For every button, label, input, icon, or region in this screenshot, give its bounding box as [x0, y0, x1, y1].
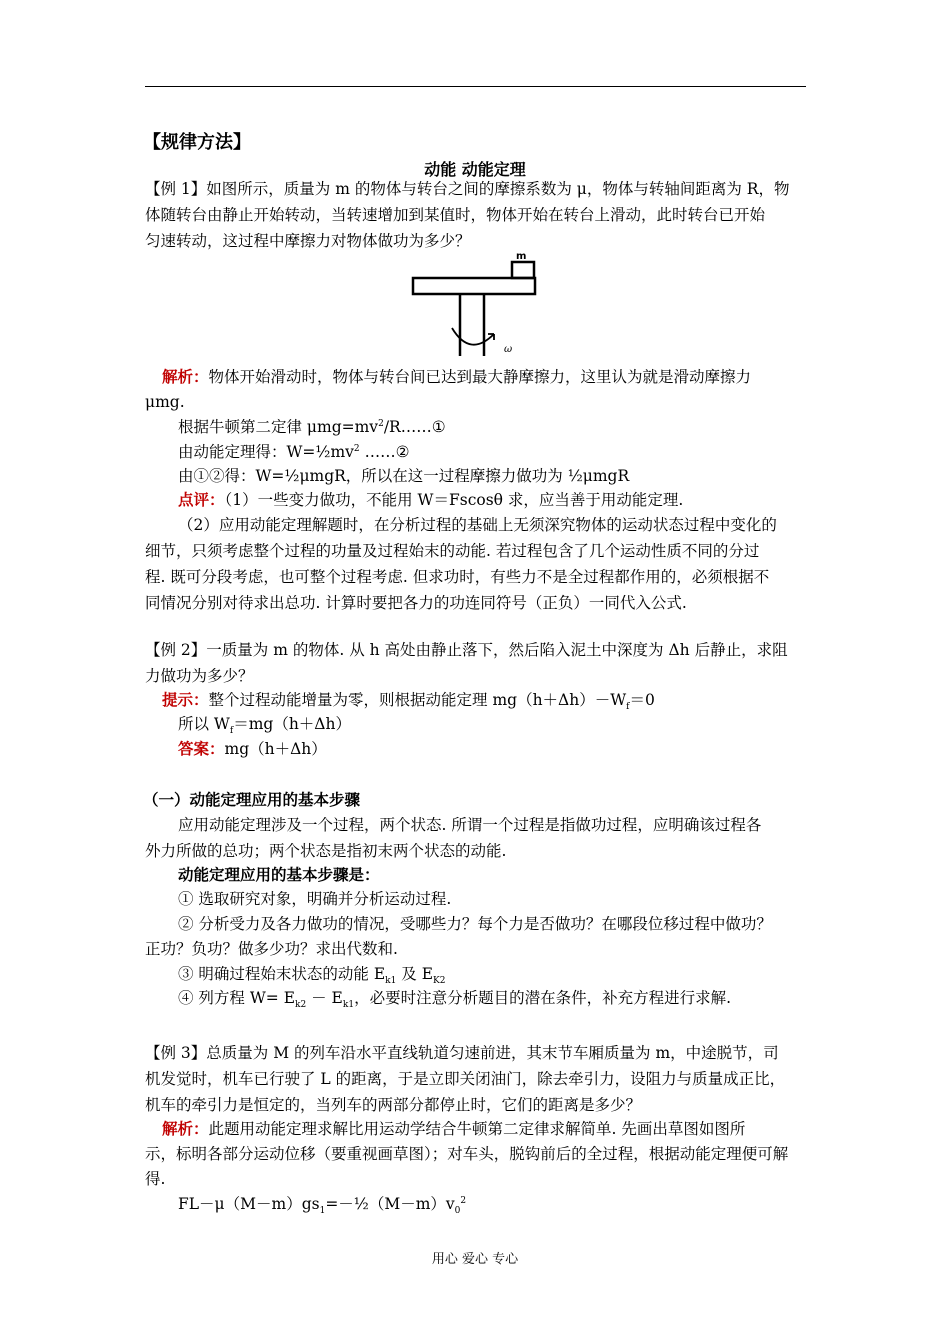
omega-label: ω — [504, 344, 513, 355]
ex2-question-line2: 力做功为多少？ — [145, 667, 254, 685]
ex3-analysis-line1: 解析：此题用动能定理求解比用运动学结合牛顿第二定律求解简单. 先画出草图如图所 — [162, 1119, 746, 1138]
comment-label: 点评： — [178, 490, 225, 509]
ex2-hint: 提示：整个过程动能增量为零，则根据动能定理 $mg(h+\Delta h)-W_f=0$ — [162, 690, 655, 713]
step-4: ④ 列方程 $W= E_{k2} - E_{k1}$，必要时注意分析题目的潜在条件，补充方程进行求解. — [178, 989, 731, 1011]
steps-heading: （一）动能定理应用的基本步骤 — [143, 790, 361, 809]
step-2-cont: 正功？负功？做多少功？求出代数和. — [145, 940, 398, 958]
ex1-comment-line5: 同情况分别对待求出总功. 计算时要把各力的功连同符号（正负）一同代入公式. — [145, 594, 687, 612]
ex1-comment-line4: 程. 既可分段考虑，也可整个过程考虑. 但求功时，有些力不是全过程都作用的，必须根据不 — [145, 568, 770, 586]
rotation-arrow — [452, 328, 494, 345]
turntable-plate — [413, 278, 535, 294]
hint-label: 提示： — [162, 690, 209, 709]
analysis-label-ex3: 解析： — [162, 1119, 209, 1138]
steps-para-line2: 外力所做的总功；两个状态是指初末两个状态的动能. — [145, 842, 507, 860]
ex1-comment-line3: 细节，只须考虑整个过程的功量及过程始末的动能. 若过程包含了几个运动性质不同的分过 — [145, 542, 760, 560]
ex2-hint-line2: 所以 $W_f=mg(h+\Delta h)$ — [178, 715, 351, 737]
turntable-figure — [410, 248, 540, 358]
mass-label: m — [516, 251, 527, 262]
ex1-question-line1: 【例 1】如图所示，质量为 m 的物体与转台之间的摩擦系数为 μ，物体与转轴间距离为 R，物 — [145, 180, 790, 198]
steps-para-line1: 应用动能定理涉及一个过程，两个状态. 所谓一个过程是指做功过程，应明确该过程各 — [178, 816, 762, 834]
page-subtitle: 动能 动能定理 — [424, 160, 526, 179]
page-footer: 用心 爱心 专心 — [431, 1252, 519, 1267]
analysis-label: 解析： — [162, 367, 209, 386]
ex1-question-line2: 体随转台由静止开始转动，当转速增加到某值时，物体开始在转台上滑动，此时转台已开始 — [145, 206, 766, 224]
ex2-question-line1: 【例 2】一质量为 m 的物体. 从 h 高处由静止落下，然后陷入泥土中深度为 Δh 后静止，求阻 — [145, 641, 788, 659]
ex1-analysis-line2: μmg. — [145, 393, 185, 411]
ex1-step3: 由①②得：W=½μmgR，所以在这一过程摩擦力做功为 ½μmgR — [178, 467, 630, 485]
steps-bold-intro: 动能定理应用的基本步骤是： — [178, 865, 380, 884]
ex3-analysis-line3: 得. — [145, 1170, 166, 1188]
ex1-step2: 由动能定理得：$W=\frac{1}{2}mv^2$ ……② — [178, 443, 410, 461]
step-3: ③ 明确过程始末状态的动能 $E_{k1}$ 及 $E_{K2}$ — [178, 965, 446, 987]
ex1-question-line3: 匀速转动，这过程中摩擦力对物体做功为多少？ — [145, 232, 471, 250]
step-1: ① 选取研究对象，明确并分析运动过程. — [178, 890, 452, 908]
answer-label: 答案： — [178, 739, 225, 758]
ex3-analysis-line2: 示，标明各部分运动位移（要重视画草图）；对车头，脱钩前后的全过程，根据动能定理便可解 — [145, 1145, 789, 1163]
section-title: 【规律方法】 — [143, 132, 251, 153]
ex1-step1: 根据牛顿第二定律 $\mu mg=mv^2/R\dots\dots ①$ — [178, 418, 446, 436]
ex1-comment-line1: 点评：（1）一些变力做功，不能用 W＝Fscosθ 求，应当善于用动能定理. — [178, 490, 684, 509]
ex3-equation: $FL-\mu(M-m)gs_1=-\frac{1}{2}(M-m)v_0^2$ — [178, 1195, 467, 1217]
header-rule — [145, 86, 806, 87]
ex3-question-line2: 机发觉时，机车已行驶了 L 的距离，于是立即关闭油门，除去牵引力，设阻力与质量成正比， — [145, 1070, 786, 1088]
ex1-analysis-line1: 解析：物体开始滑动时，物体与转台间已达到最大静摩擦力，这里认为就是滑动摩擦力 — [162, 367, 752, 386]
mass-block — [512, 262, 534, 278]
ex3-question-line3: 机车的牵引力是恒定的，当列车的两部分都停止时，它们的距离是多少？ — [145, 1096, 642, 1114]
ex3-question-line1: 【例 3】总质量为 M 的列车沿水平直线轨道匀速前进，其末节车厢质量为 m，中途脱节，司 — [145, 1044, 779, 1062]
ex2-answer: 答案：mg（h＋Δh） — [178, 739, 327, 758]
ex1-comment-line2: （2）应用动能定理解题时，在分析过程的基础上无须深究物体的运动状态过程中变化的 — [178, 516, 777, 534]
step-2: ② 分析受力及各力做功的情况，受哪些力？每个力是否做功？在哪段位移过程中做功？ — [178, 915, 772, 933]
